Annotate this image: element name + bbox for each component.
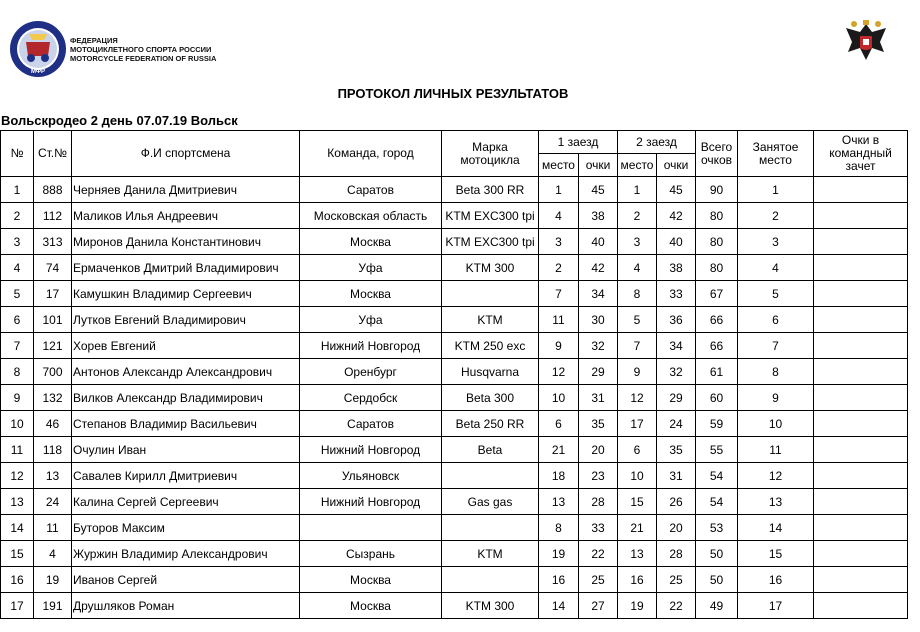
cell-heat2-place: 2 [618,203,657,229]
cell-heat2-points: 20 [657,515,696,541]
cell-num: 3 [1,229,34,255]
cell-total: 66 [696,333,738,359]
table-row [1,541,908,567]
cell-total: 53 [696,515,738,541]
cell-name: Маликов Илья Андреевич [72,203,300,229]
cell-heat2-points: 22 [657,593,696,619]
cell-total: 55 [696,437,738,463]
table-row [1,385,908,411]
cell-rank: 8 [738,359,814,385]
cell-bike: KTM EXC300 tpi [442,229,539,255]
table-row [1,255,908,281]
cell-num: 7 [1,333,34,359]
cell-heat2-points: 40 [657,229,696,255]
cell-heat2-place: 9 [618,359,657,385]
cell-heat1-place: 14 [539,593,579,619]
cell-heat2-points: 29 [657,385,696,411]
cell-heat1-points: 33 [579,515,618,541]
cell-total: 60 [696,385,738,411]
cell-heat2-place: 8 [618,281,657,307]
cell-heat1-place: 9 [539,333,579,359]
table-row [1,359,908,385]
cell-rank: 5 [738,281,814,307]
cell-team: Москва [300,593,442,619]
table-row [1,593,908,619]
cell-start-num: 700 [34,359,72,385]
cell-total: 54 [696,463,738,489]
cell-team: Московская область [300,203,442,229]
cell-start-num: 888 [34,177,72,203]
cell-heat2-place: 15 [618,489,657,515]
table-row [1,307,908,333]
cell-team: Саратов [300,177,442,203]
cell-heat2-points: 26 [657,489,696,515]
header-team: Команда, город [300,131,442,177]
cell-team: Уфа [300,255,442,281]
federation-line: МОТОЦИКЛЕТНОГО СПОРТА РОССИИ [70,45,212,54]
cell-start-num: 46 [34,411,72,437]
table-row [1,489,908,515]
cell-rank: 16 [738,567,814,593]
cell-heat1-place: 6 [539,411,579,437]
cell-heat1-place: 13 [539,489,579,515]
cell-heat1-points: 20 [579,437,618,463]
cell-start-num: 17 [34,281,72,307]
header-total: Всего очков [696,131,738,177]
cell-start-num: 191 [34,593,72,619]
cell-name: Друшляков Роман [72,593,300,619]
document-title: ПРОТОКОЛ ЛИЧНЫХ РЕЗУЛЬТАТОВ [337,86,569,101]
cell-bike: Gas gas [442,489,539,515]
cell-team-points [814,593,908,619]
cell-rank: 7 [738,333,814,359]
cell-heat2-points: 31 [657,463,696,489]
cell-heat1-points: 31 [579,385,618,411]
cell-team-points [814,437,908,463]
table-row [1,177,908,203]
cell-num: 16 [1,567,34,593]
cell-heat2-points: 28 [657,541,696,567]
cell-heat2-place: 5 [618,307,657,333]
russian-eagle-emblem-icon [842,18,890,64]
cell-team-points [814,229,908,255]
cell-name: Буторов Максим [72,515,300,541]
cell-team-points [814,489,908,515]
cell-num: 12 [1,463,34,489]
cell-bike: KTM [442,541,539,567]
cell-heat1-place: 18 [539,463,579,489]
cell-team: Сызрань [300,541,442,567]
federation-line: MOTORCYCLE FEDERATION OF RUSSIA [70,54,217,63]
cell-heat1-place: 19 [539,541,579,567]
cell-heat1-points: 30 [579,307,618,333]
cell-heat1-place: 12 [539,359,579,385]
header-bike: Марка мотоцикла [442,131,539,177]
cell-name: Ермаченков Дмитрий Владимирович [72,255,300,281]
page-header [0,0,920,80]
cell-heat2-points: 25 [657,567,696,593]
cell-bike: Beta 250 RR [442,411,539,437]
cell-bike: KTM [442,307,539,333]
federation-line: ФЕДЕРАЦИЯ [70,36,118,45]
header-heat-2: 2 заезд [618,131,696,154]
cell-heat2-place: 6 [618,437,657,463]
cell-heat2-place: 1 [618,177,657,203]
cell-start-num: 132 [34,385,72,411]
cell-name: Иванов Сергей [72,567,300,593]
header-heat1-points: очки [579,154,618,177]
cell-team: Ульяновск [300,463,442,489]
cell-team-points [814,203,908,229]
cell-total: 67 [696,281,738,307]
cell-start-num: 11 [34,515,72,541]
cell-name: Калина Сергей Сергеевич [72,489,300,515]
cell-heat1-points: 27 [579,593,618,619]
cell-heat2-place: 16 [618,567,657,593]
cell-start-num: 19 [34,567,72,593]
table-header [1,131,908,177]
cell-heat1-points: 32 [579,333,618,359]
cell-rank: 12 [738,463,814,489]
cell-rank: 3 [738,229,814,255]
cell-name: Лутков Евгений Владимирович [72,307,300,333]
cell-heat2-points: 34 [657,333,696,359]
cell-team: Саратов [300,411,442,437]
cell-team-points [814,359,908,385]
cell-heat2-place: 19 [618,593,657,619]
results-table [0,130,908,619]
cell-num: 13 [1,489,34,515]
cell-name: Хорев Евгений [72,333,300,359]
cell-name: Миронов Данила Константинович [72,229,300,255]
cell-start-num: 112 [34,203,72,229]
cell-start-num: 118 [34,437,72,463]
event-title: Вольскродео 2 день 07.07.19 Вольск [1,113,238,128]
cell-bike: KTM 300 [442,255,539,281]
cell-name: Савалев Кирилл Дмитриевич [72,463,300,489]
cell-num: 4 [1,255,34,281]
cell-heat2-place: 17 [618,411,657,437]
cell-heat1-place: 8 [539,515,579,541]
cell-name: Антонов Александр Александрович [72,359,300,385]
cell-heat1-place: 16 [539,567,579,593]
cell-total: 80 [696,229,738,255]
cell-heat1-place: 10 [539,385,579,411]
header-team-points: Очки в командный зачет [814,131,908,177]
header-rank: Занятое место [738,131,814,177]
cell-num: 11 [1,437,34,463]
cell-heat2-points: 45 [657,177,696,203]
cell-rank: 1 [738,177,814,203]
cell-bike: Beta [442,437,539,463]
cell-heat1-points: 25 [579,567,618,593]
cell-heat1-points: 35 [579,411,618,437]
cell-heat1-points: 28 [579,489,618,515]
header-heat2-points: очки [657,154,696,177]
cell-bike: KTM 250 exc [442,333,539,359]
cell-heat1-place: 2 [539,255,579,281]
cell-name: Черняев Данила Дмитриевич [72,177,300,203]
cell-heat1-place: 11 [539,307,579,333]
cell-heat2-points: 35 [657,437,696,463]
cell-rank: 9 [738,385,814,411]
cell-num: 5 [1,281,34,307]
table-row [1,411,908,437]
cell-bike [442,515,539,541]
cell-total: 66 [696,307,738,333]
cell-num: 8 [1,359,34,385]
cell-total: 49 [696,593,738,619]
header-num: № [1,131,34,177]
cell-start-num: 24 [34,489,72,515]
cell-heat2-place: 10 [618,463,657,489]
table-row [1,515,908,541]
cell-heat2-points: 24 [657,411,696,437]
cell-heat2-place: 4 [618,255,657,281]
cell-total: 80 [696,255,738,281]
cell-bike: KTM EXC300 tpi [442,203,539,229]
cell-heat2-points: 32 [657,359,696,385]
cell-team-points [814,541,908,567]
cell-bike: Beta 300 RR [442,177,539,203]
header-start-num: Ст.№ [34,131,72,177]
cell-heat1-place: 7 [539,281,579,307]
table-row [1,463,908,489]
cell-team-points [814,281,908,307]
cell-rank: 17 [738,593,814,619]
table-body [1,177,908,619]
cell-total: 50 [696,541,738,567]
table-row [1,437,908,463]
cell-total: 61 [696,359,738,385]
cell-start-num: 74 [34,255,72,281]
cell-rank: 11 [738,437,814,463]
cell-start-num: 313 [34,229,72,255]
cell-num: 9 [1,385,34,411]
header-name: Ф.И спортсмена [72,131,300,177]
table-row [1,281,908,307]
cell-name: Вилков Александр Владимирович [72,385,300,411]
cell-num: 17 [1,593,34,619]
cell-team: Сердобск [300,385,442,411]
mfr-logo-icon [9,20,67,78]
cell-team: Москва [300,567,442,593]
cell-total: 54 [696,489,738,515]
cell-rank: 6 [738,307,814,333]
header-heat2-place: место [618,154,657,177]
cell-rank: 13 [738,489,814,515]
cell-team: Оренбург [300,359,442,385]
cell-heat2-place: 3 [618,229,657,255]
cell-team-points [814,567,908,593]
header-heat-1: 1 заезд [539,131,618,154]
cell-num: 15 [1,541,34,567]
cell-team-points [814,333,908,359]
cell-name: Камушкин Владимир Сергеевич [72,281,300,307]
cell-bike: Husqvarna [442,359,539,385]
cell-start-num: 13 [34,463,72,489]
cell-team: Москва [300,281,442,307]
cell-start-num: 121 [34,333,72,359]
cell-heat1-place: 4 [539,203,579,229]
cell-team: Москва [300,229,442,255]
cell-team-points [814,463,908,489]
cell-heat1-points: 38 [579,203,618,229]
cell-heat1-points: 42 [579,255,618,281]
cell-total: 50 [696,567,738,593]
cell-heat2-points: 42 [657,203,696,229]
cell-rank: 14 [738,515,814,541]
cell-heat1-points: 34 [579,281,618,307]
cell-team-points [814,385,908,411]
cell-heat1-points: 29 [579,359,618,385]
table-row [1,333,908,359]
cell-start-num: 4 [34,541,72,567]
cell-bike [442,463,539,489]
cell-team: Нижний Новгород [300,489,442,515]
cell-team-points [814,411,908,437]
cell-team: Нижний Новгород [300,437,442,463]
cell-bike: KTM 300 [442,593,539,619]
table-row [1,567,908,593]
cell-total: 59 [696,411,738,437]
cell-heat1-points: 22 [579,541,618,567]
cell-team: Нижний Новгород [300,333,442,359]
cell-heat1-points: 45 [579,177,618,203]
cell-num: 1 [1,177,34,203]
cell-heat2-points: 38 [657,255,696,281]
cell-rank: 10 [738,411,814,437]
header-heat1-place: место [539,154,579,177]
cell-heat2-points: 36 [657,307,696,333]
cell-rank: 2 [738,203,814,229]
cell-rank: 4 [738,255,814,281]
cell-heat2-place: 21 [618,515,657,541]
cell-name: Журжин Владимир Александрович [72,541,300,567]
cell-num: 2 [1,203,34,229]
cell-heat1-place: 21 [539,437,579,463]
cell-name: Степанов Владимир Васильевич [72,411,300,437]
federation-name [70,36,216,63]
cell-heat2-place: 12 [618,385,657,411]
cell-num: 10 [1,411,34,437]
cell-team-points [814,307,908,333]
cell-heat1-place: 3 [539,229,579,255]
cell-num: 14 [1,515,34,541]
cell-heat2-place: 7 [618,333,657,359]
table-row [1,229,908,255]
cell-team-points [814,515,908,541]
cell-name: Очулин Иван [72,437,300,463]
cell-heat2-points: 33 [657,281,696,307]
cell-team: Уфа [300,307,442,333]
cell-rank: 15 [738,541,814,567]
cell-num: 6 [1,307,34,333]
cell-team [300,515,442,541]
cell-total: 80 [696,203,738,229]
cell-heat1-place: 1 [539,177,579,203]
cell-team-points [814,255,908,281]
cell-heat2-place: 13 [618,541,657,567]
table-row [1,203,908,229]
cell-heat1-points: 23 [579,463,618,489]
cell-heat1-points: 40 [579,229,618,255]
cell-bike: Beta 300 [442,385,539,411]
cell-bike [442,567,539,593]
cell-bike [442,281,539,307]
logo-text: МФР [30,69,46,75]
cell-start-num: 101 [34,307,72,333]
cell-team-points [814,177,908,203]
cell-total: 90 [696,177,738,203]
